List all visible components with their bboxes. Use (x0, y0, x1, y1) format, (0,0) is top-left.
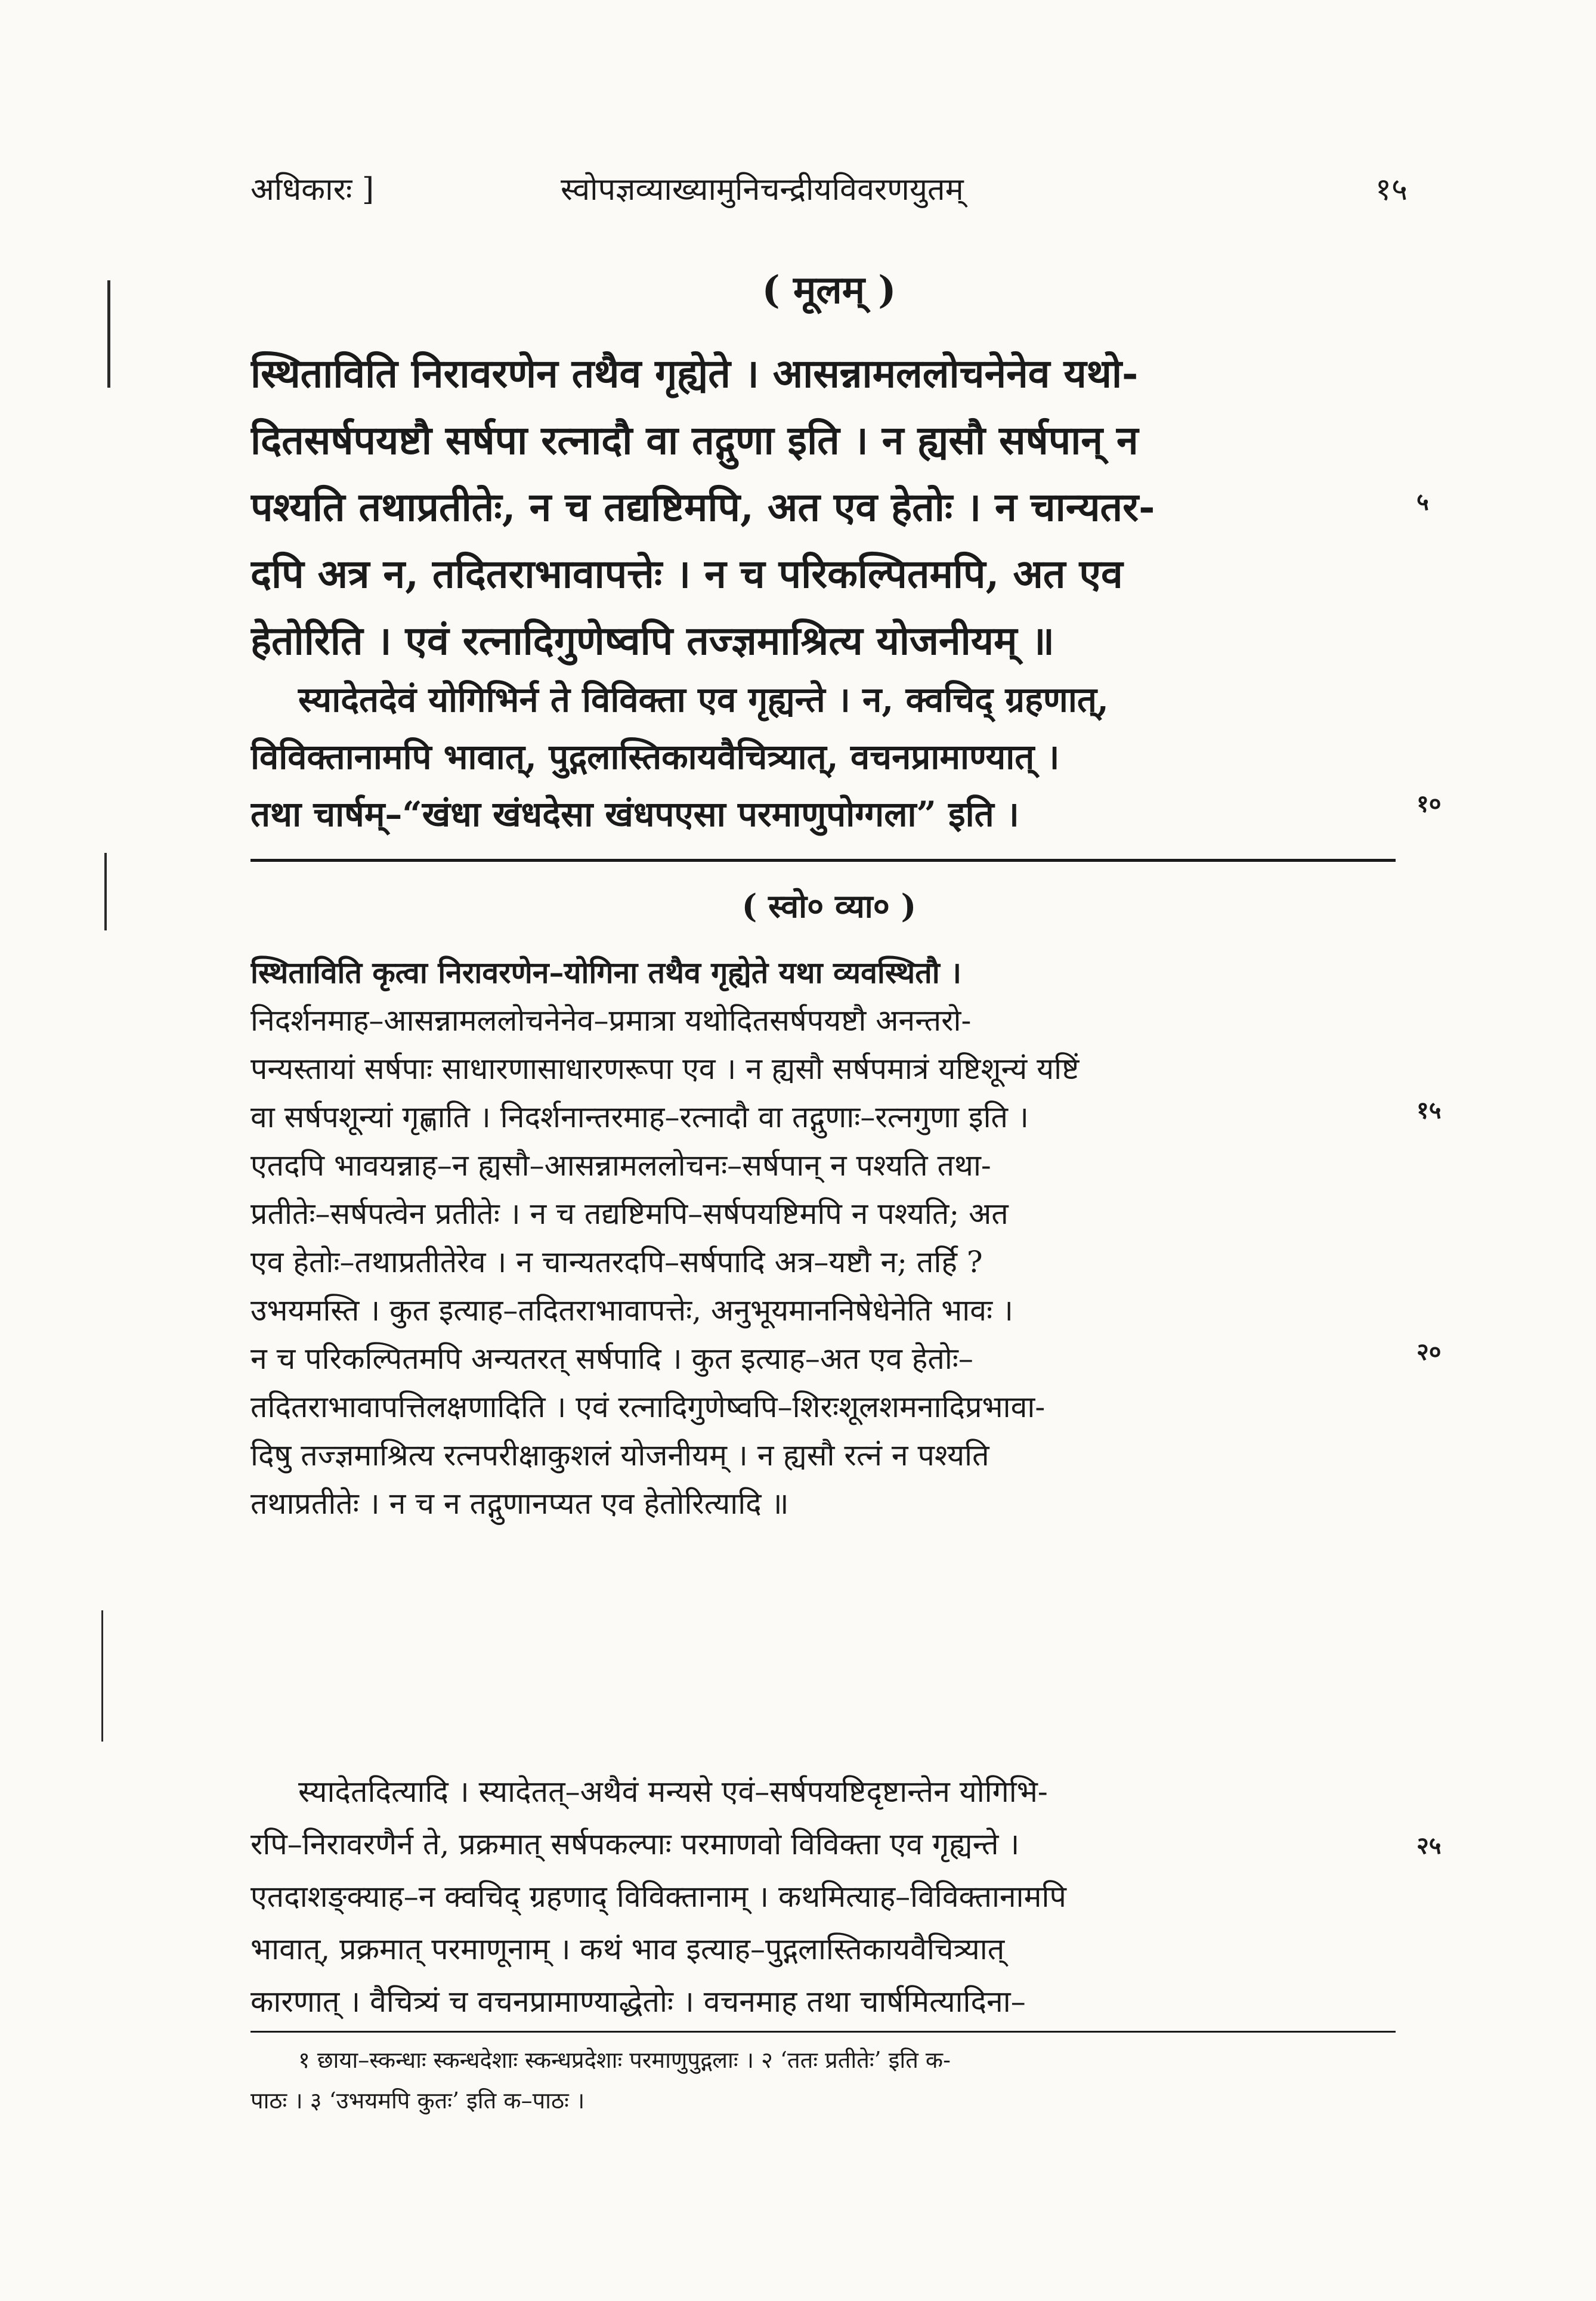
vyakhya-heading: ( स्वो० व्या० ) (741, 887, 917, 925)
footnote-divider (250, 2031, 1396, 2033)
text-line: हेतोरिति । एवं रत्नादिगुणेष्वपि तज्ज्ञमाश्रित्य योजनीयम् ॥ (250, 617, 1054, 664)
text-line: प्रतीतेः–सर्षपत्वेन प्रतीतेः । न च तद्यष्टिमपि–सर्षपयष्टिमपि न पश्यति; अत (250, 1196, 1009, 1231)
footnotes (250, 2040, 1408, 2121)
mula-heading: ( मूलम् ) (762, 268, 896, 313)
line-number-marker: १५ (1416, 1096, 1442, 1124)
text-line: भावात्, प्रक्रमात् परमाणूनाम् । कथं भाव इत्याह–पुद्गलास्तिकायवैचित्र्यात् (250, 1932, 1005, 1966)
text-line: तथाप्रतीतेः । न च न तद्गुणानप्यत एव हेतोरित्यादि ॥ (250, 1486, 789, 1521)
scan-margin-mark (101, 1610, 103, 1742)
line-number-marker: २० (1416, 1338, 1442, 1366)
line-number-marker: १० (1416, 790, 1442, 818)
text-line: एव हेतोः–तथाप्रतीतेरेव । न चान्यतरदपि–सर्षपादि अत्र–यष्टौ न; तर्हि ? (250, 1245, 983, 1279)
header-book-title: स्वोपज्ञव्याख्यामुनिचन्द्रीयविवरणयुतम् (561, 172, 964, 208)
text-line: उभयमस्ति । कुत इत्याह–तदितराभावापत्तेः, अनुभूयमाननिषेधेनेति भावः । (250, 1293, 1014, 1328)
footnote-line: १ छाया–स्कन्धाः स्कन्धदेशाः स्कन्धप्रदेशाः परमाणुपुद्गलाः । २ ‘ततः प्रतीतेः’ इति क- (298, 2047, 951, 2073)
text-line: पश्यति तथाप्रतीतेः, न च तद्यष्टिमपि, अत एव हेतोः । न चान्यतर- (250, 484, 1155, 530)
text-line: दितसर्षपयष्टौ सर्षपा रत्नादौ वा तद्गुणा इति । न ह्यसौ सर्षपान् न (250, 417, 1139, 463)
scan-margin-mark (107, 280, 110, 388)
text-line: निदर्शनमाह–आसन्नामललोचनेनेव–प्रमात्रा यथोदितसर्षपयष्टौ अनन्तरो- (250, 1003, 972, 1038)
text-line: दिषु तज्ज्ञमाश्रित्य रत्नपरीक्षाकुशलं योजनीयम् । न ह्यसौ रत्नं न पश्यति (250, 1438, 989, 1473)
text-line: कारणात् । वैचित्र्यं च वचनप्रामाण्याद्धेतोः । वचनमाह तथा चार्षमित्यादिना– (250, 1984, 1026, 2019)
line-number-marker: २५ (1416, 1832, 1442, 1860)
text-line: पन्यस्तायां सर्षपाः साधारणासाधारणरूपा एव । न ह्यसौ सर्षपमात्रं यष्टिशून्यं यष्टिं (250, 1051, 1080, 1086)
text-line: एतदाशङ्क्याह–न क्वचिद् ग्रहणाद् विविक्तानाम् । कथमित्याह–विविक्तानामपि (250, 1879, 1066, 1914)
text-line: विविक्तानामपि भावात्, पुद्गलास्तिकायवैचित्र्यात्, वचनप्रामाण्यात् । (250, 737, 1060, 777)
text-line: रपि–निरावरणैर्न ते, प्रक्रमात् सर्षपकल्पाः परमाणवो विविक्ता एव गृह्यन्ते । (250, 1827, 1020, 1861)
text-line: न च परिकल्पितमपि अन्यतरत् सर्षपादि । कुत इत्याह–अत एव हेतोः– (250, 1341, 973, 1376)
vyakhya-paragraph-2 (250, 1765, 1408, 2028)
text-line: तथा चार्षम्–“खंधा खंधदेसा खंधपएसा परमाणुपोग्गला” इति । (250, 794, 1019, 834)
line-number-marker: ५ (1416, 488, 1429, 516)
text-line: स्थिताविति निरावरणेन तथैव गृह्येते । आसन्नामललोचनेनेव यथो- (250, 350, 1139, 397)
vyakhya-text (250, 948, 1408, 1528)
text-line: स्यादेतदित्यादि । स्यादेतत्–अथैवं मन्यसे एवं–सर्षपयष्टिदृष्टान्तेन योगिभि- (298, 1774, 1048, 1809)
text-line: दपि अत्र न, तदितराभावापत्तेः । न च परिकल्पितमपि, अत एव (250, 550, 1123, 597)
scan-margin-mark (104, 853, 107, 930)
page-number: १५ (1375, 172, 1408, 208)
text-line: तदितराभावापत्तिलक्षणादिति । एवं रत्नादिगुणेष्वपि–शिरःशूलशमनादिप्रभावा- (250, 1390, 1046, 1424)
section-divider (250, 859, 1396, 862)
text-line: एतदपि भावयन्नाह–न ह्यसौ–आसन्नामललोचनः–सर्षपान् न पश्यति तथा- (250, 1148, 991, 1183)
footnote-line: पाठः । ३ ‘उभयमपि कुतः’ इति क–पाठः । (250, 2087, 585, 2114)
mula-paragraph-2 (250, 671, 1408, 843)
text-line: स्यादेतदेवं योगिभिर्न ते विविक्ता एव गृह्यन्ते । न, क्वचिद् ग्रहणात्, (298, 679, 1109, 720)
header-section-label: अधिकारः ] (250, 172, 375, 208)
text-line: स्थिताविति कृत्वा निरावरणेन–योगिना तथैव गृह्येते यथा व्यवस्थितौ । (250, 955, 962, 990)
mula-text (250, 340, 1408, 674)
running-header (250, 167, 1408, 221)
text-line: वा सर्षपशून्यां गृह्णाति । निदर्शनान्तरमाह–रत्नादौ वा तद्गुणाः–रत्नगुणा इति । (250, 1100, 1029, 1134)
